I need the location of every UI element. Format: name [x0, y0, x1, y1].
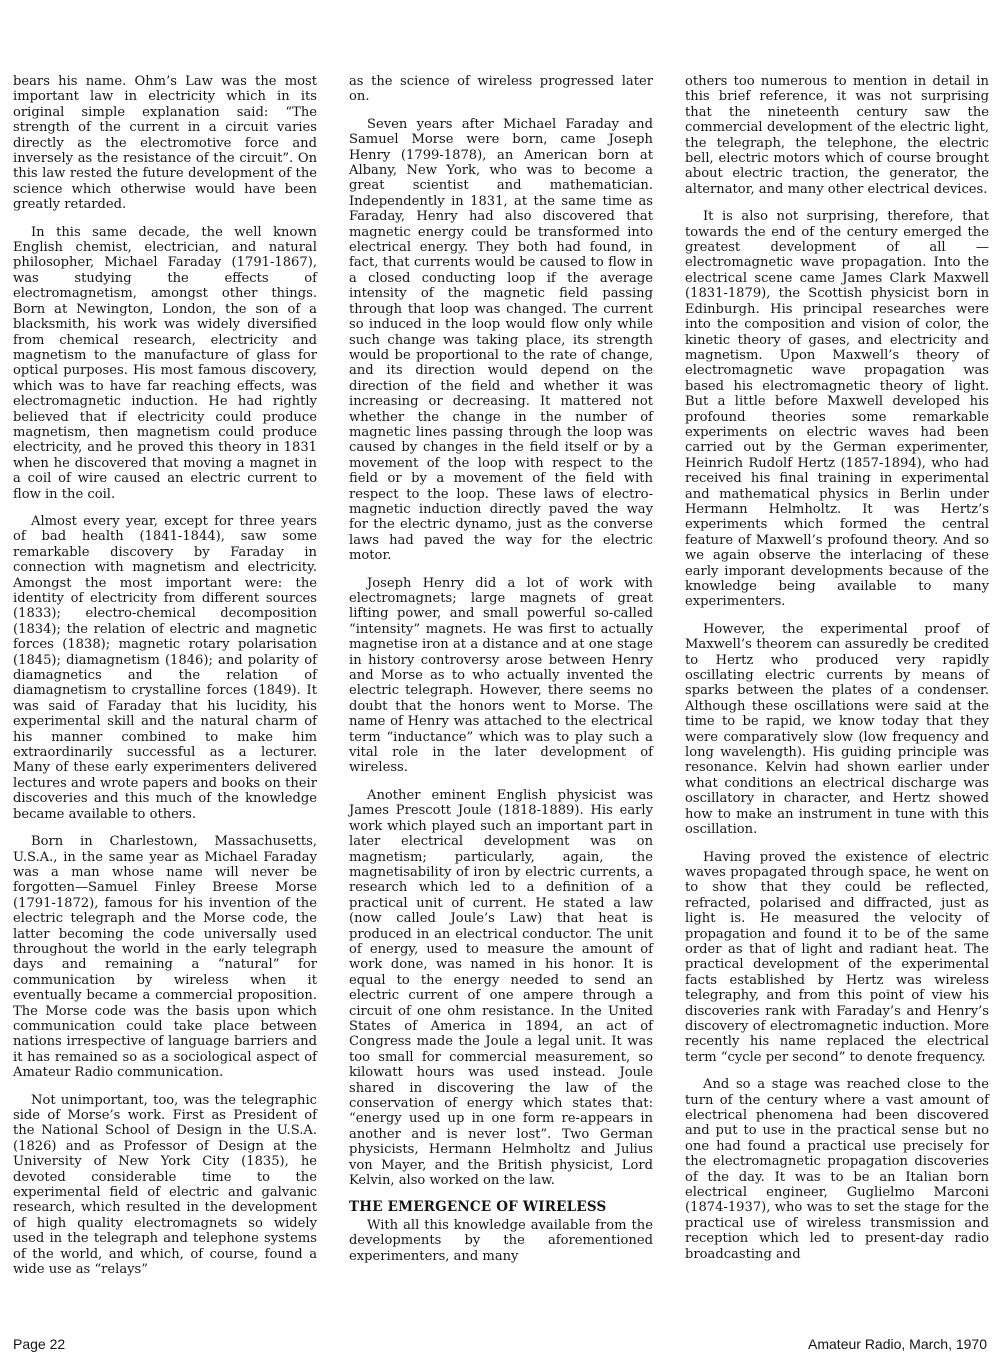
- paragraph: others too numerous to mention in detail in this brief reference, it was not surprising that the nineteenth century saw the commercial development of the electric light, the telegraph, the telephone, the electric bell, electric motors which of course brought about electric traction, the generator, the alternator, and many other electrical devices.: [685, 74, 989, 197]
- section-heading: THE EMERGENCE OF WIRELESS: [349, 1199, 607, 1216]
- paragraph: Seven years after Michael Faraday and Samuel Morse were born, came Joseph Henry (1799-1878), an American born at Albany, New York, who was to become a great scientist and mathematician. Independently in 1831, at the same time as Faraday, Henry had also discovered that magnetic energy could be transformed into electrical energy. They both had found, in fact, that currents would be caused to flow in a closed conducting loop if the average intensity of the magnetic field passing through that loop was changed. The current so induced in the loop would flow only while such change was taking place, its strength would be proportional to the rate of change, and its direction would depend on the direction of the field and whether it was increasing or decreasing. It mattered not whether the change in the number of magnetic lines passing through the loop was caused by changes in the field itself or by a movement of the loop with respect to the field or by a movement of the field with respect to the loop. These laws of electro-magnetic induction directly paved the way for the electric dynamo, just as the converse laws had paved the way for the electric motor.: [349, 116, 653, 564]
- paragraph: It is also not surprising, therefore, that towards the end of the century emerged the greatest development of all — electromagnetic wave propagation. Into the electrical scene came James Clark Maxwell (1831-1879), the Scottish physicist born in Edinburgh. His principal researches were into the composition and vision of color, the kinetic theory of gases, and electricity and magnetism. Upon Maxwell’s theory of electromagnetic wave propagation was based his electromagnetic theory of light. But a little before Maxwell developed his profound theories some remarkable experiments on electric waves had been carried out by the German experimenter, Heinrich Rudolf Hertz (1857-1894), who had received his final training in experimental and mathematical physics in Berlin under Hermann Helmholtz. It was Hertz’s experiments which formed the central feature of Maxwell’s profound theory. And so we again observe the interlacing of these early imporant developments because of the knowledge being available to many experimenters.: [685, 209, 989, 610]
- paragraph: as the science of wireless progressed later on.: [349, 74, 653, 105]
- page-number: Page 22: [13, 1336, 66, 1352]
- paragraph: Having proved the existence of electric waves propagated through space, he went on to show that they could be reflected, refracted, polarised and diffracted, just as light is. He measured the velocity of propagation and found it to be of the same order as that of light and radiant heat. The practical development of the experimental facts established by Hertz was wireless telegraphy, and from this point of view his discoveries rank with Faraday’s and Henry’s discovery of electromagnetic induction. More recently his name replaced the electrical term “cycle per second” to denote frequency.: [685, 849, 989, 1065]
- paragraph: Another eminent English physicist was James Prescott Joule (1818-1889). His early work which played such an important part in later electrical development was on magnetism; particularly, again, the magnetisability of iron by electric currents, a research which led to a definition of a practical unit of current. He stated a law (now called Joule’s Law) that heat is produced in an electrical conductor. The unit of energy, used to measure the amount of work done, was named in his honor. It is equal to the energy needed to send an electric current of one ampere through a circuit of one ohm resistance. In the United States of America in 1894, an act of Congress made the Joule a legal unit. It was too small for commercial measurement, so kilowatt hours was used instead. Joule shared in discovering the law of the conservation of energy which states that: “energy used up in one form re-appears in another and is never lost”. Two German physicists, Hermann Helmholtz and Julius von Mayer, and the British physicist, Lord Kelvin, also worked on the law.: [349, 787, 653, 1189]
- paragraph: bears his name. Ohm’s Law was the most important law in electricity which in its original simple explanation said: “The strength of the current in a circuit varies directly as the electromotive force and inversely as the resistance of the circuit”. On this law rested the future development of the science which otherwise would have been greatly retarded.: [13, 74, 317, 213]
- text-column-3: [685, 74, 989, 1274]
- text-column-1: [13, 74, 317, 1289]
- paragraph: Joseph Henry did a lot of work with electromagnets; large magnets of great lifting power, and small powerful so-called “intensity” magnets. He was first to actually magnetise iron at a distance and at one stage in history controversy arose between Henry and Morse as to who actually invented the electric telegraph. However, there seems no doubt that the honors went to Morse. The name of Henry was attached to the electrical term “inductance” which was to play such a vital role in the later development of wireless.: [349, 575, 653, 776]
- paragraph: Almost every year, except for three years of bad health (1841-1844), saw some remarkable discovery by Faraday in connection with magnetism and electricity. Amongst the most important were: the identity of electricity from different sources (1833); electro-chemical decomposition (1834); the relation of electric and magnetic forces (1838); magnetic rotary polarisation (1845); diamagnetism (1846); and polarity of diamagnetics and the relation of diamagnetism to crystalline forces (1849). It was said of Faraday that his lucidity, his experimental skill and the natural charm of his manner combined to make him extraordinarily successful as a lecturer. Many of these early experimenters delivered lectures and wrote papers and books on their discoveries and this much of the knowledge became available to others.: [13, 513, 317, 822]
- paragraph: With all this knowledge available from the developments by the aforementioned experimenters, and many: [349, 1217, 653, 1264]
- paragraph: Not unimportant, too, was the telegraphic side of Morse’s work. First as President of the National School of Design in the U.S.A. (1826) and as Professor of Design at the University of New York City (1835), he devoted considerable time to the experimental field of electric and galvanic research, which resulted in the development of high quality electromagnets so widely used in the telegraph and telephone systems of the world, and which, of course, found a wide use as “relays”: [13, 1092, 317, 1278]
- publication-footer: Amateur Radio, March, 1970: [808, 1336, 987, 1352]
- paragraph: Born in Charlestown, Massachusetts, U.S.A., in the same year as Michael Faraday was a man whose name will never be forgotten—Samuel Finley Breese Morse (1791-1872), famous for his invention of the electric telegraph and the Morse code, the latter becoming the code universally used throughout the world in the early telegraph days and remaining a “natural” for communication by wireless when it eventually became a commercial proposition. The Morse code was the basis upon which communication could take place between nations irrespective of language barriers and it has remained so as a sociological aspect of Amateur Radio communication.: [13, 834, 317, 1081]
- paragraph: In this same decade, the well known English chemist, electrician, and natural philosopher, Michael Faraday (1791-1867), was studying the effects of electromagnetism, amongst other things. Born at Newington, London, the son of a blacksmith, his work was widely diversified from chemical research, electricity and magnetism to the manufacture of glass for optical purposes. His most famous discovery, which was to have far reaching effects, was electromagnetic induction. He had rightly believed that if electricity could produce magnetism, then magnetism could produce electricity, and he proved this theory in 1831 when he discovered that moving a magnet in a coil of wire caused an electric current to flow in the coil.: [13, 224, 317, 502]
- paragraph: And so a stage was reached close to the turn of the century where a vast amount of electrical phenomena had been discovered and put to use in the practical sense but no one had found a practical use precisely for the electromagnetic propagation discoveries of the day. It was to be an Italian born electrical engineer, Guglielmo Marconi (1874-1937), who was to set the stage for the practical use of wireless transmission and reception which led to present-day radio broadcasting and: [685, 1077, 989, 1262]
- text-column-2: [349, 74, 653, 1276]
- paragraph: However, the experimental proof of Maxwell’s theorem can assuredly be credited to Hertz who produced very rapidly oscillating electric currents by means of sparks between the plates of a condenser. Although these oscillations were said at the time to be rapid, we know today that they were comparatively slow (low frequency and long wavelength). His guiding principle was resonance. Kelvin had shown earlier under what conditions an electrical discharge was oscillatory in character, and Hertz showed how to make an instrument in tune with this oscillation.: [685, 621, 989, 838]
